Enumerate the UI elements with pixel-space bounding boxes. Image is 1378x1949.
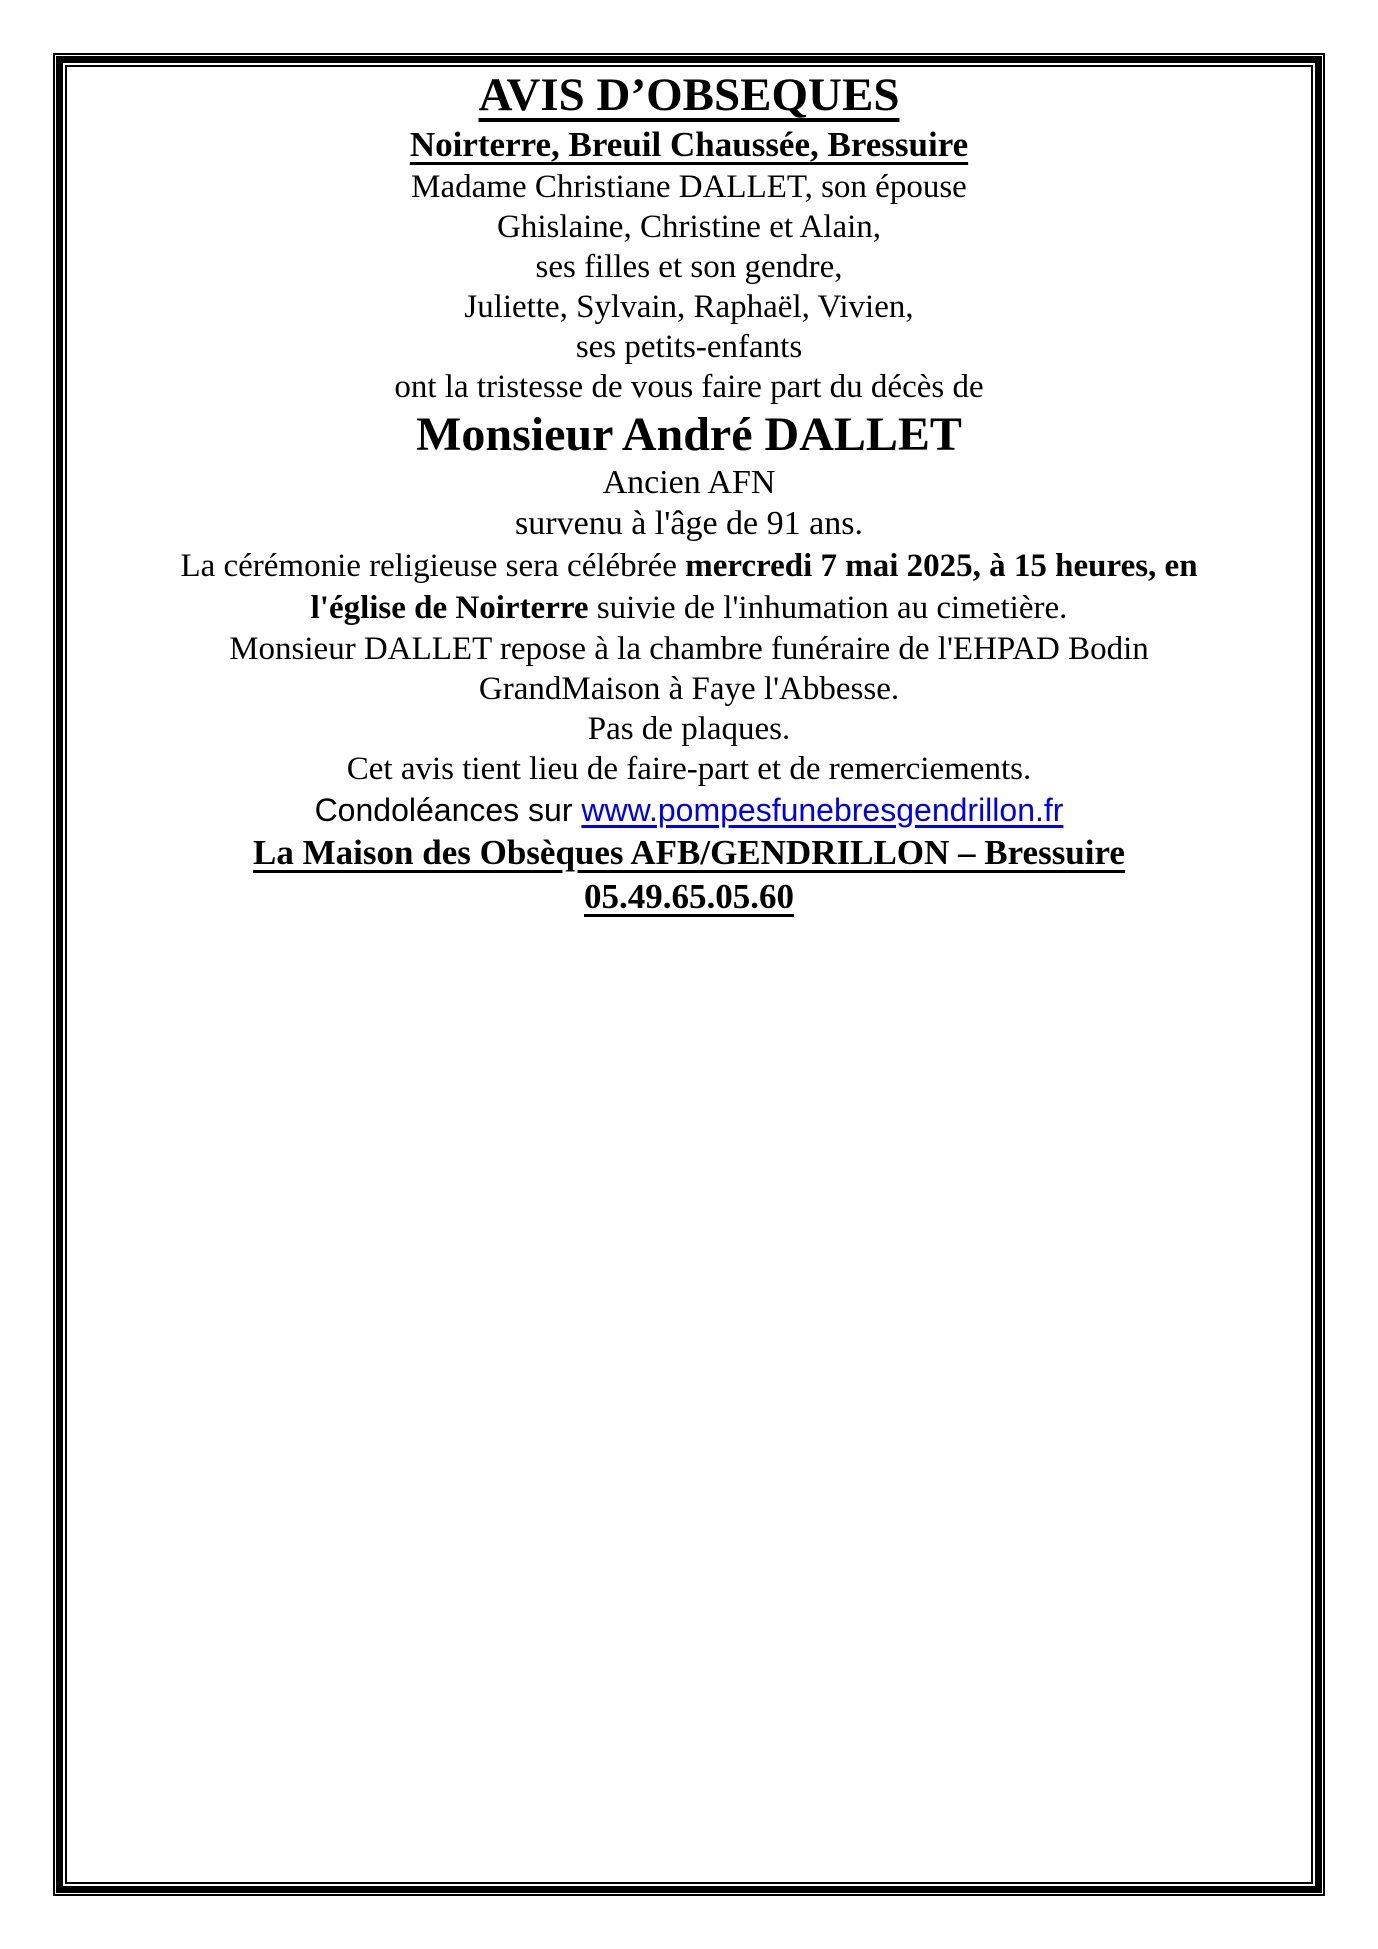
deceased-distinction: Ancien AFN — [602, 464, 776, 501]
notice-line: Cet avis tient lieu de faire-part et de remerciements. — [346, 751, 1032, 787]
repose-line2: GrandMaison à Faye l'Abbesse. — [478, 671, 900, 707]
daughters-block — [149, 207, 1229, 287]
plaques-line: Pas de plaques. — [587, 711, 791, 747]
page-border-thick — [56, 56, 1322, 1893]
location-heading: Noirterre, Breuil Chaussée, Bressuire — [409, 125, 969, 164]
grandchildren-relation: ses petits-enfants — [575, 329, 803, 365]
daughters-names: Ghislaine, Christine et Alain, — [496, 209, 882, 245]
daughters-relation: ses filles et son gendre, — [535, 249, 843, 285]
ceremony-burial: suivie de l'inhumation au cimetière. — [588, 590, 1068, 626]
spouse-line: Madame Christiane DALLET, son épouse — [411, 169, 967, 205]
ceremony-church: l'église de Noirterre — [310, 590, 589, 626]
page-border-outer — [53, 53, 1325, 1896]
deceased-name: Monsieur André DALLET — [416, 408, 962, 461]
condolences-line — [149, 789, 1229, 831]
ceremony-paragraph — [149, 545, 1229, 629]
page-border-inner — [65, 65, 1313, 1884]
repose-line1: Monsieur DALLET repose à la chambre funéraire de l'EHPAD Bodin — [229, 631, 1149, 667]
repose-paragraph — [149, 629, 1229, 709]
ceremony-intro: La cérémonie religieuse sera célébrée — [180, 548, 686, 584]
obituary-document — [67, 67, 1311, 1882]
announcement-line: ont la tristesse de vous faire part du décès de — [394, 369, 984, 405]
ceremony-date-time: mercredi 7 mai 2025, à 15 heures, en — [685, 548, 1198, 584]
grandchildren-names: Juliette, Sylvain, Raphaël, Vivien, — [464, 289, 914, 325]
condolences-prefix: Condoléances sur — [314, 792, 582, 828]
condolences-link[interactable]: www.pompesfunebresgendrillon.fr — [581, 792, 1064, 828]
grandchildren-block — [149, 287, 1229, 367]
funeral-home-line: La Maison des Obsèques AFB/GENDRILLON – Bressuire 05.49.65.05.60 — [253, 833, 1125, 916]
document-title: AVIS D’OBSEQUES — [478, 69, 900, 121]
deceased-age-line: survenu à l'âge de 91 ans. — [515, 505, 863, 542]
